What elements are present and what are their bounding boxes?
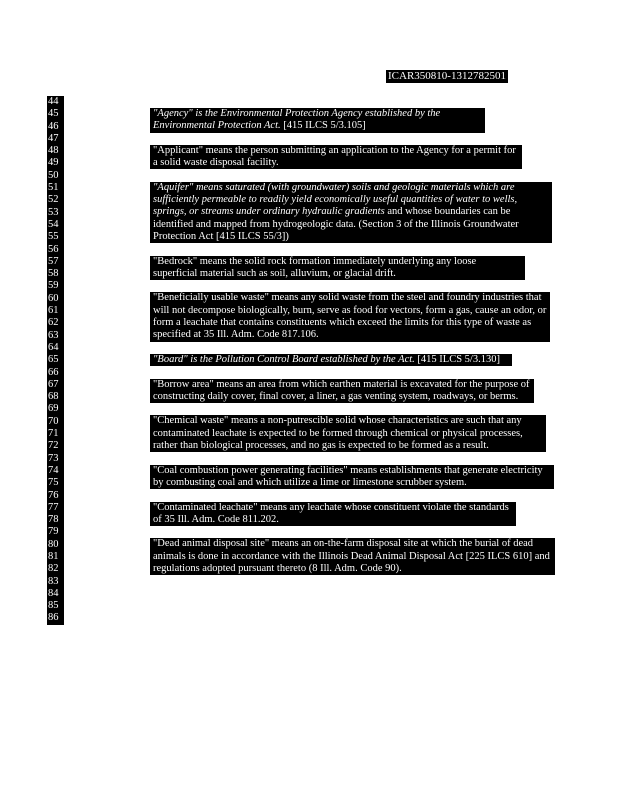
line-number: 79 [48,526,59,538]
line-number: 75 [48,477,59,489]
line-number: 52 [48,194,59,206]
line-number: 49 [48,157,59,169]
line-number: 71 [48,428,59,440]
line-number: 47 [48,132,59,144]
line-number: 57 [48,255,59,267]
definition-text: [415 ILCS 5/3.105] [280,120,366,132]
line-number: 51 [48,182,59,194]
line-number: 58 [48,268,59,280]
line-number: 63 [48,329,59,341]
definition-paragraph [150,256,525,281]
definition-text: "Dead animal disposal site" means an on-the-farm disposal site at which the burial of dead animals is done in accordance with the Illinois Dead Animal Disposal Act [225 ILCS 610] and regulations adopted pursuant thereto (8 Ill. Adm. Code 90). [153,538,550,574]
line-number: 68 [48,391,59,403]
definition-paragraph [150,354,512,366]
definition-paragraph [150,502,516,527]
definition-text: "Chemical waste" means a non-putrescible solid whose characteristics are such that any contaminated leachate is expected to be formed through chemical or physical processes, rather than biological processes, and no gas is expected to be formed as a result. [153,415,523,452]
definition-paragraph [150,108,485,133]
definition-text: "Bedrock" means the solid rock formation immediately underlying any loose superficial material such as soil, alluvium, or glacial drift. [153,255,477,279]
line-number: 74 [48,464,59,476]
line-number: 84 [48,587,59,599]
line-number: 69 [48,403,59,415]
definition-text: "Beneficially usable waste" means any solid waste from the steel and foundry industries that will not decompose biologically, burn, serve as food for vectors, form a gas, cause an odor, or form a leachate that contains constituents which exceed the limits for this type of waste as specified at 35 Ill. Adm. Code 817.106. [153,292,547,341]
definition-paragraph [150,292,550,341]
line-number: 61 [48,305,59,317]
definitions-list [150,108,555,588]
line-number: 67 [48,378,59,390]
definition-paragraph [150,415,546,452]
line-number: 59 [48,280,59,292]
document-id: ICAR350810-1312782501 [388,70,506,82]
definition-text: "Contaminated leachate" means any leachate whose constituent violate the standards of 35 Ill. Adm. Code 811.202. [153,501,509,525]
line-number: 48 [48,145,59,157]
line-number: 60 [48,292,59,304]
line-number: 53 [48,206,59,218]
definition-text: "Borrow area" means an area from which earthen material is excavated for the purpose of constructing daily cover, final cover, a liner, a gas venting system, roadways, or berms. [153,378,530,402]
line-number: 83 [48,575,59,587]
line-number: 65 [48,354,59,366]
line-number-column [47,96,64,625]
line-number: 56 [48,243,59,255]
definition-paragraph [150,538,555,575]
definition-text: "Applicant" means the person submitting an application to the Agency for a permit for a solid waste disposal facility. [153,144,516,169]
definition-paragraph [150,145,522,170]
line-number: 66 [48,366,59,378]
line-number: 73 [48,452,59,464]
line-number: 50 [48,169,59,181]
line-number: 80 [48,538,59,550]
definition-paragraph [150,182,552,243]
definition-paragraph [150,465,554,490]
line-number: 44 [48,96,59,107]
line-number: 46 [48,120,59,132]
definition-italic-text: "Agency" is the Environmental Protection Agency established by the Environmental Protection Act. [153,108,441,132]
line-number: 45 [48,108,59,120]
definition-italic-text: "Board" is the Pollution Control Board established by the Act. [153,353,415,365]
line-number: 82 [48,563,59,575]
line-number: 81 [48,550,59,562]
definition-paragraph [150,379,534,404]
line-number: 62 [48,317,59,329]
line-number: 86 [48,612,59,624]
line-number: 64 [48,341,59,353]
definition-italic-text: "Aquifer" means saturated (with groundwater) soils and geologic materials which are sufficiently permeable to readily yield economically useful quantities of water to wells, springs, or streams under ordinary hydraulic gradients [153,181,518,218]
line-number: 70 [48,415,59,427]
line-number: 76 [48,489,59,501]
definition-text: and whose boundaries can be identified and mapped from hydrogeologic data. (Section 3 of the Illinois Groundwater Protection Act [415 ILCS 55/3]) [153,206,519,242]
line-number: 77 [48,501,59,513]
definition-text: [415 ILCS 5/3.130] [414,353,500,365]
line-number: 72 [48,440,59,452]
line-number: 85 [48,600,59,612]
line-number: 55 [48,231,59,243]
line-number: 54 [48,218,59,230]
definition-text: "Coal combustion power generating facilities" means establishments that generate electricity by combusting coal and which utilize a lime or limestone scrubber system. [153,464,543,488]
line-number: 78 [48,514,59,526]
